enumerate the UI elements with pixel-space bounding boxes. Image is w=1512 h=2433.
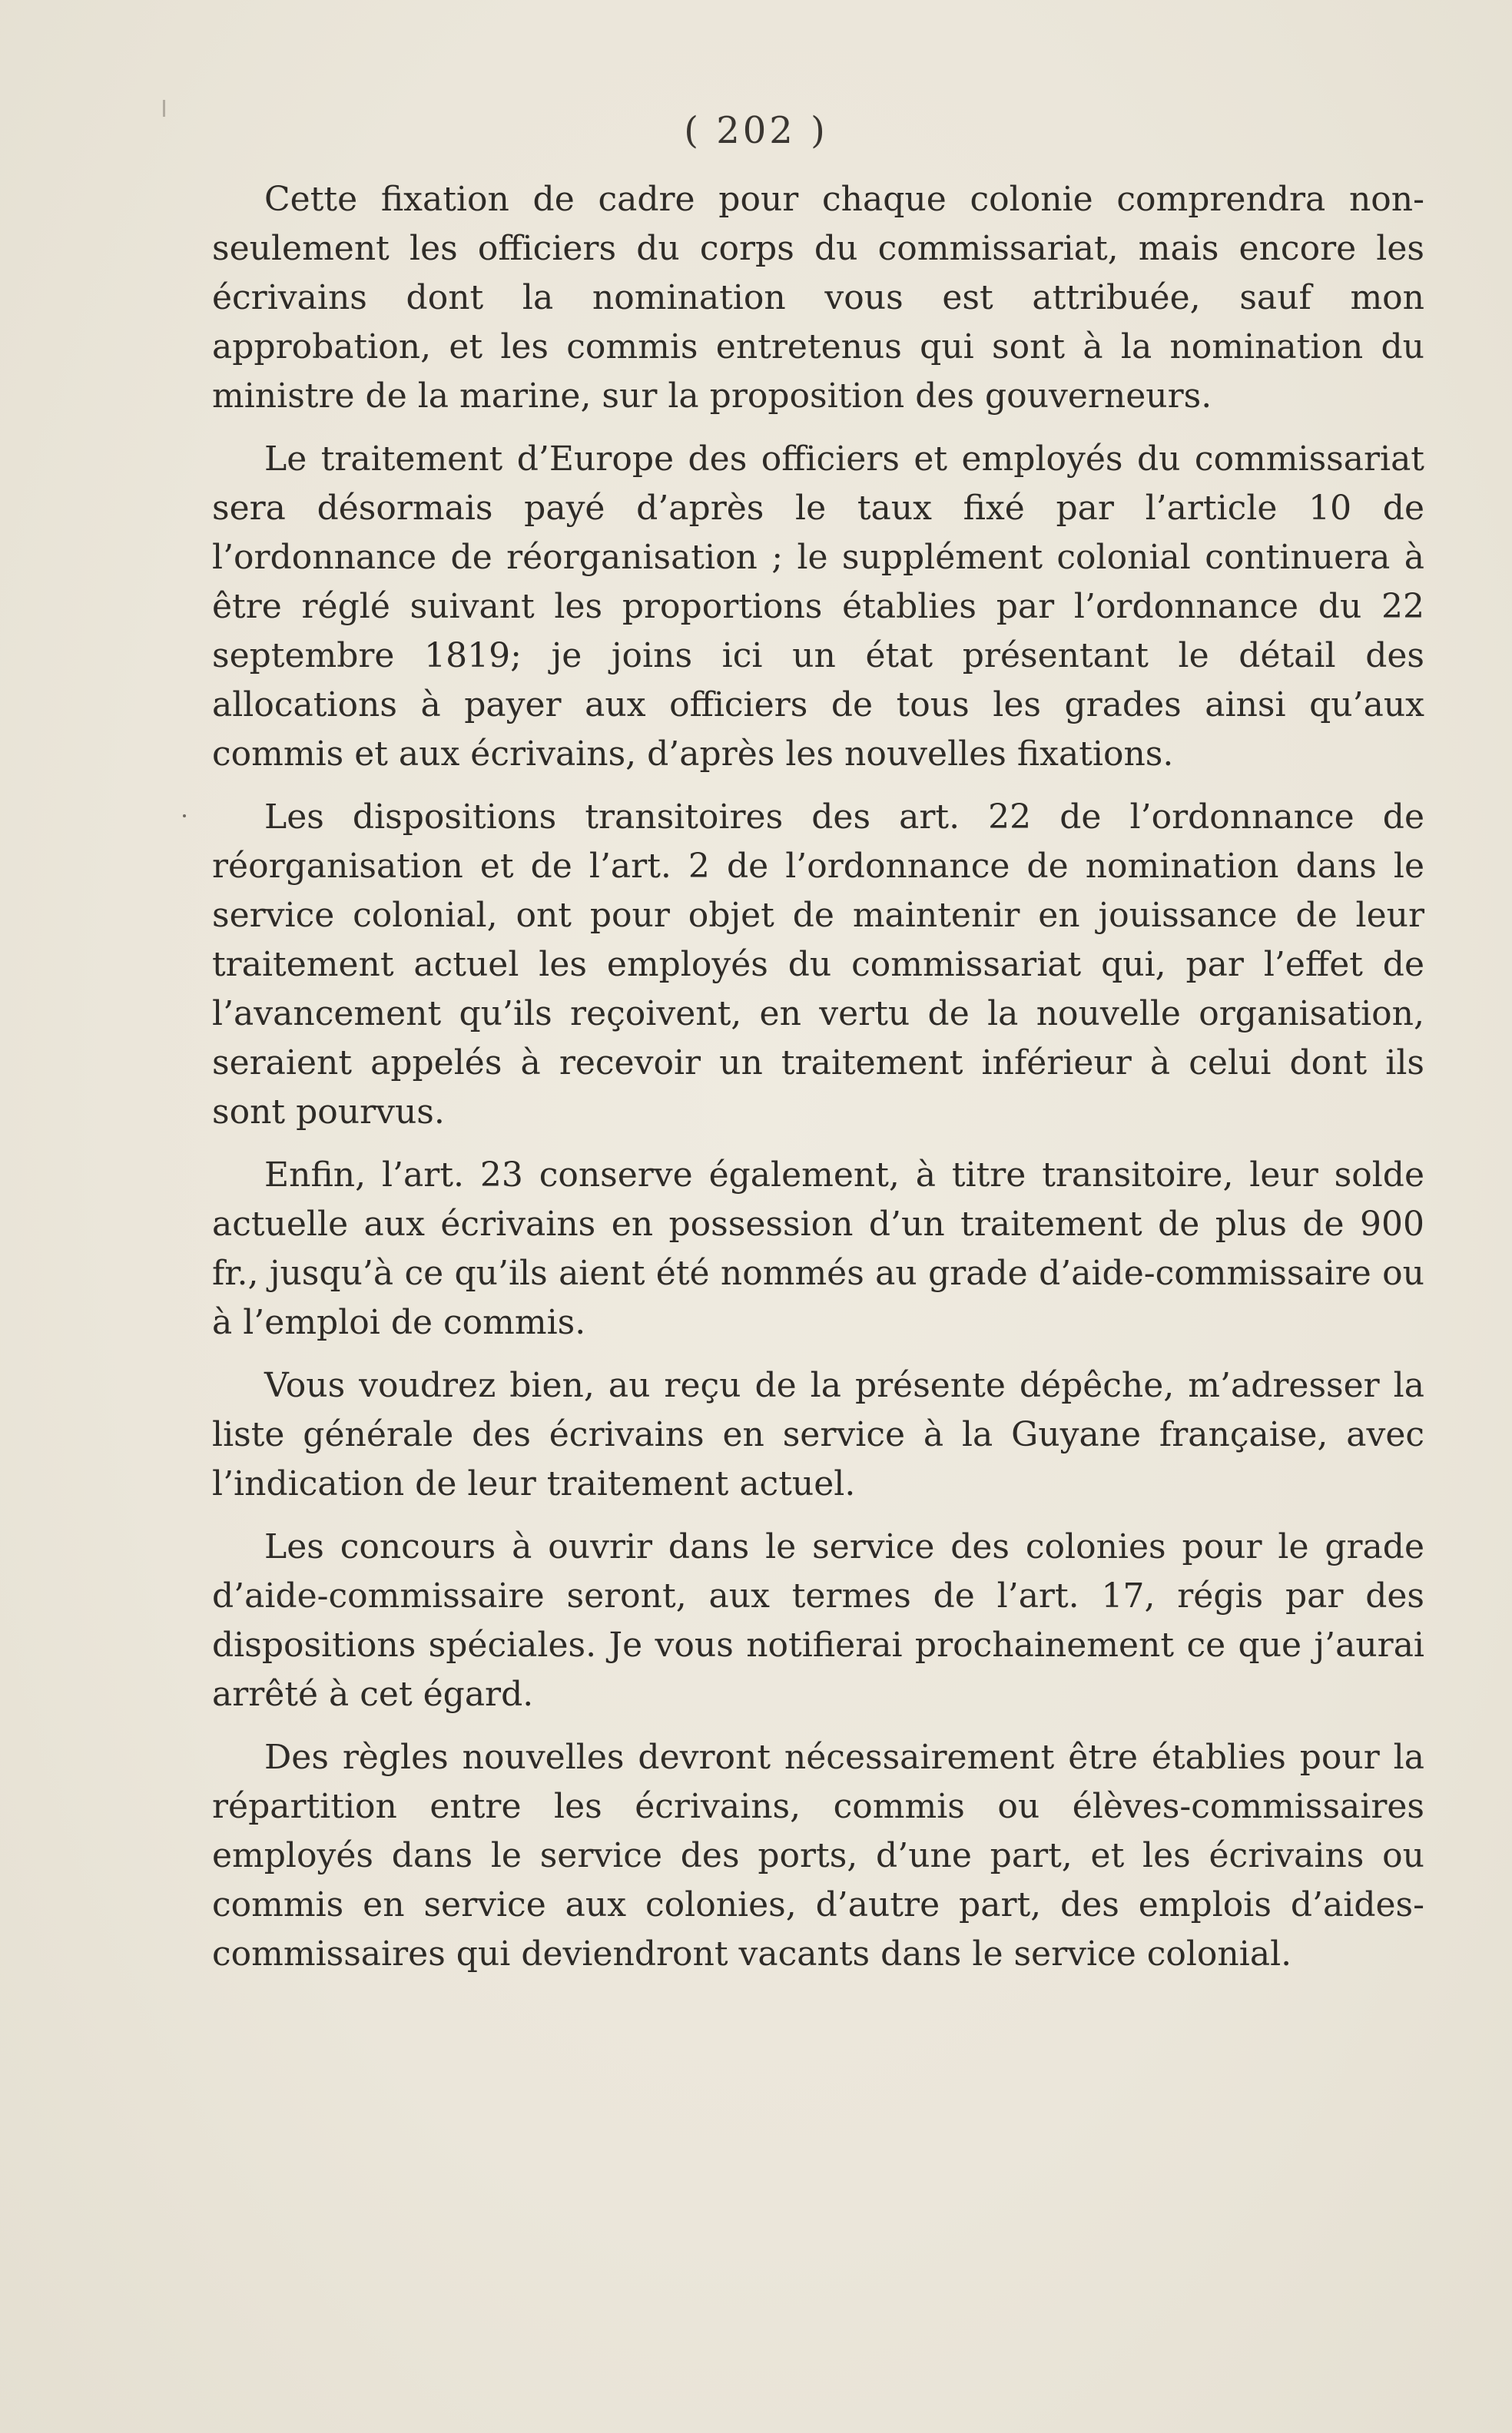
- paragraph: Des règles nouvelles devront nécessairement être établies pour la répartition entre les écrivains, commis ou élèves-commissaires employés dans le service des ports, d’une part, et les écrivains ou commis en service aux colonies, d’autre part, des emplois d’aides-commissaires qui deviendront vacants dans le service colonial.: [212, 1738, 1424, 1974]
- page-number: ( 202 ): [684, 109, 828, 152]
- paragraph: Le traitement d’Europe des officiers et employés du commissariat sera désormais payé d’après le taux fixé par l’article 10 de l’ordonnance de réorganisation ; le supplément colonial continuera à être réglé suivant les proportions établies par l’ordonnance du 22 septembre 1819; je joins ici un état présentant le détail des allocations à payer aux officiers de tous les grades ainsi qu’aux commis et aux écrivains, d’après les nouvelles fixations.: [212, 439, 1424, 774]
- paragraph: Cette fixation de cadre pour chaque colonie comprendra non-seulement les officiers du corps du commissariat, mais encore les écrivains dont la nomination vous est attribuée, sauf mon approbation, et les commis entretenus qui sont à la nomination du ministre de la marine, sur la proposition des gouverneurs.: [212, 180, 1424, 416]
- paragraph: Les dispositions transitoires des art. 22 de l’ordonnance de réorganisation et de l’art. 2 de l’ordonnance de nomination dans le service colonial, ont pour objet de maintenir en jouissance de leur traitement actuel les employés du commissariat qui, par l’effet de l’avancement qu’ils reçoivent, en vertu de la nouvelle organisation, seraient appelés à recevoir un traitement inférieur à celui dont ils sont pourvus.: [212, 797, 1424, 1132]
- paragraph: Enfin, l’art. 23 conserve également, à titre transitoire, leur solde actuelle aux écrivains en possession d’un traitement de plus de 900 fr., jusqu’à ce qu’ils aient été nommés au grade d’aide-commissaire ou à l’emploi de commis.: [212, 1155, 1424, 1342]
- margin-dot: [183, 814, 186, 817]
- paragraph: Les concours à ouvrir dans le service des colonies pour le grade d’aide-commissaire seront, aux termes de l’art. 17, régis par des dispositions spéciales. Je vous notifierai prochainement ce que j’aurai arrêté à cet égard.: [212, 1527, 1424, 1714]
- body-text: [212, 175, 1424, 1993]
- paragraph: Vous voudrez bien, au reçu de la présente dépêche, m’adresser la liste générale des écrivains en service à la Guyane française, avec l’indication de leur traitement actuel.: [212, 1366, 1424, 1503]
